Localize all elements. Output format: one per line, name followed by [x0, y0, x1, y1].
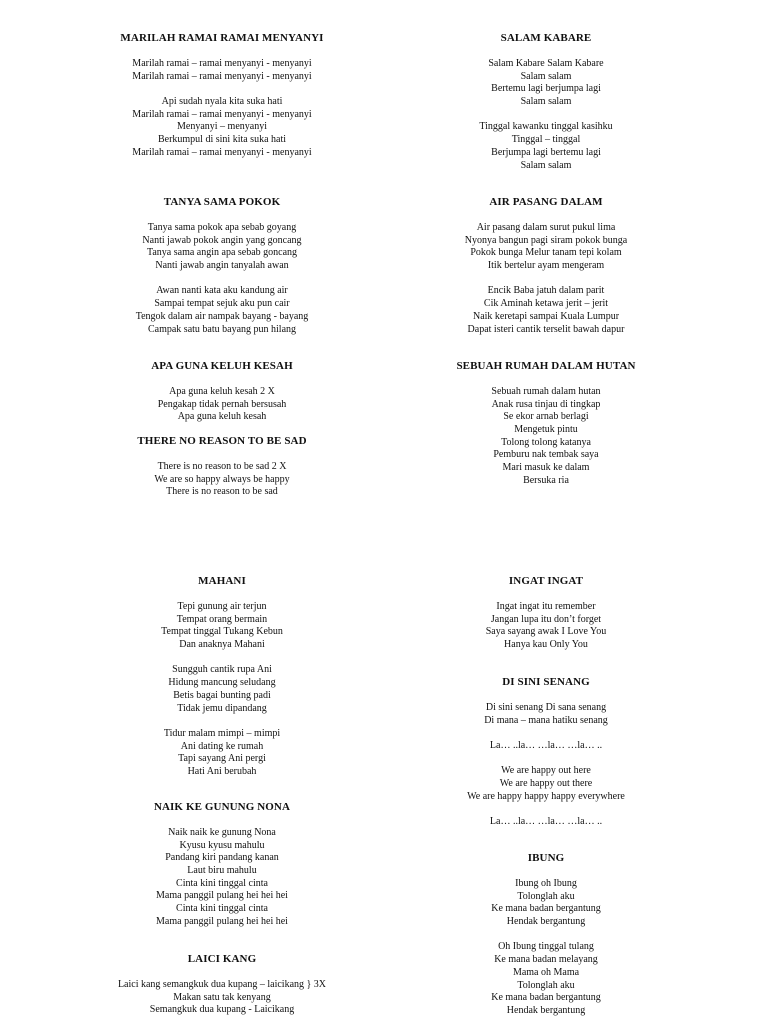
stanza-break: [42, 273, 402, 286]
lyric-line: Hidung mancung seludang: [168, 677, 276, 689]
song-naik-ke-gunung-nona: [42, 801, 402, 929]
lyric-line: Jangan lupa itu don’t forget: [490, 613, 602, 625]
lyric-line: Sungguh cantik rupa Ani: [172, 664, 272, 676]
lyric-line: Dan anaknya Mahani: [179, 639, 265, 651]
lyric-line: Tolonglah aku: [517, 890, 575, 902]
lyric-line: Ani dating ke rumah: [180, 740, 264, 752]
song-lyrics: [42, 222, 402, 336]
lyric-line: Apa guna keluh kesah: [177, 411, 267, 423]
song-lyrics: [42, 827, 402, 929]
lyric-line: Pokok bunga Melur tanam tepi kolam: [470, 247, 622, 259]
song-lyrics: [42, 601, 402, 779]
song-lyrics: [366, 702, 726, 829]
lyric-line: Ke mana badan bergantung: [491, 992, 601, 1004]
lyric-line: Mama panggil pulang hei hei hei: [156, 915, 288, 927]
lyric-line: Berjumpa lagi bertemu lagi: [491, 146, 601, 158]
song-tanya-sama-pokok: [42, 196, 402, 336]
lyric-line: There is no reason to be sad 2 X: [157, 461, 287, 472]
lyric-line: Laut biru mahulu: [187, 865, 257, 877]
stanza-break: [42, 715, 402, 728]
song-title: DI SINI SENANG: [502, 676, 590, 688]
lyric-line: Itik bertelur ayam mengeram: [487, 260, 605, 272]
lyric-line: Tempat orang bermain: [176, 613, 268, 625]
song-lyrics: [42, 461, 402, 499]
lyric-line: Encik Baba jatuh dalam parit: [487, 285, 605, 297]
lyric-line: Tidak jemu dipandang: [177, 702, 267, 714]
song-title: THERE NO REASON TO BE SAD: [137, 435, 307, 447]
lyric-line: Apa guna keluh kesah 2 X: [169, 386, 275, 397]
lyric-line: Di sini senang Di sana senang: [485, 702, 607, 713]
lyric-line: Mengetuk pintu: [514, 424, 578, 436]
lyric-line: Salam Kabare Salam Kabare: [488, 58, 604, 69]
lyric-line: Dapat isteri cantik terselit bawah dapur: [467, 323, 625, 335]
lyric-line: Marilah ramai – ramai menyanyi - menyanyi: [132, 108, 312, 120]
lyric-line: Menyanyi – menyanyi: [177, 121, 267, 133]
lyric-line: We are happy out here: [501, 765, 591, 777]
lyric-line: Pandang kiri pandang kanan: [165, 852, 279, 864]
lyric-line: Sebuah rumah dalam hutan: [491, 386, 601, 397]
lyric-line: Saya sayang awak I Love You: [485, 626, 607, 638]
lyric-line: Marilah ramai – ramai menyanyi - menyanyi: [132, 146, 312, 158]
song-lyrics: [42, 386, 402, 424]
lyric-line: Tempat tinggal Tukang Kebun: [161, 626, 283, 638]
song-title: SALAM KABARE: [500, 32, 592, 44]
stanza-break: [42, 652, 402, 665]
lyric-line: Tanya sama pokok apa sebab goyang: [147, 222, 297, 233]
lyric-line: Cinta kini tinggal cinta: [176, 877, 268, 889]
stanza-break: [366, 804, 726, 817]
stanza-break: [366, 929, 726, 942]
lyric-line: Nyonya bangun pagi siram pokok bunga: [464, 234, 628, 246]
lyric-line: Kyusu kyusu mahulu: [179, 839, 265, 851]
song-title: SEBUAH RUMAH DALAM HUTAN: [456, 360, 636, 372]
song-title: IBUNG: [527, 852, 565, 864]
song-apa-guna-keluh-kesah: [42, 360, 402, 424]
lyric-line: Bertemu lagi berjumpa lagi: [491, 83, 601, 95]
song-di-sini-senang: [366, 676, 726, 829]
lyric-line: Di mana – mana hatiku senang: [484, 714, 608, 726]
lyric-line: Air pasang dalam surut pukul lima: [476, 222, 616, 233]
song-marilah-ramai: [42, 32, 402, 160]
song-title: LAICI KANG: [187, 953, 257, 965]
song-title: NAIK KE GUNUNG NONA: [153, 801, 291, 813]
lyric-line: Tapi sayang Ani pergi: [178, 753, 266, 765]
song-lyrics: [42, 979, 402, 1017]
lyric-line: Sampai tempat sejuk aku pun cair: [154, 298, 290, 310]
song-lyrics: [366, 222, 726, 336]
lyric-line: Bersuka ria: [523, 474, 569, 486]
lyric-line: There is no reason to be sad: [166, 486, 278, 498]
lyric-line: Hendak bergantung: [506, 1004, 586, 1016]
lyric-line: We are happy out there: [499, 778, 593, 790]
lyric-line: Nanti jawab pokok angin yang goncang: [142, 234, 302, 246]
lyric-line: Tolong tolong katanya: [501, 436, 591, 448]
lyric-line: Api sudah nyala kita suka hati: [161, 96, 283, 108]
lyric-line: Naik naik ke gunung Nona: [168, 827, 276, 838]
song-air-pasang-dalam: [366, 196, 726, 336]
song-ingat-ingat: [366, 575, 726, 652]
song-lyrics: [366, 601, 726, 652]
stanza-break: [366, 109, 726, 122]
lyric-line: Tinggal – tinggal: [511, 134, 581, 146]
stanza-break: [366, 273, 726, 286]
lyric-line: La… ..la… …la… …la… ..: [489, 740, 603, 752]
song-lyrics: [366, 386, 726, 488]
lyric-line: Hendak bergantung: [506, 916, 586, 928]
lyric-line: Marilah ramai – ramai menyanyi - menyanyi: [132, 58, 312, 69]
lyric-line: Salam salam: [520, 70, 572, 82]
lyric-line: Tepi gunung air terjun: [177, 601, 267, 612]
lyric-line: Salam salam: [520, 96, 572, 108]
lyric-line: Tolonglah aku: [517, 979, 575, 991]
lyric-line: Tengok dalam air nampak bayang - bayang: [135, 310, 309, 322]
stanza-break: [42, 83, 402, 96]
lyric-line: Tanya sama angin apa sebab goncang: [146, 247, 298, 259]
lyric-line: Naik keretapi sampai Kuala Lumpur: [472, 310, 620, 322]
song-laici-kang: [42, 953, 402, 1017]
lyric-line: Ibung oh Ibung: [515, 878, 577, 889]
lyric-line: Hati Ani berubah: [187, 765, 257, 777]
lyric-line: Ke mana badan melayang: [494, 954, 598, 966]
song-lyrics: [42, 58, 402, 160]
lyric-line: Anak rusa tinjau di tingkap: [491, 398, 601, 410]
lyric-line: Pengakap tidak pernah bersusah: [157, 398, 287, 410]
lyric-line: Berkumpul di sini kita suka hati: [157, 134, 287, 146]
song-title: AIR PASANG DALAM: [489, 196, 603, 208]
song-salam-kabare: [366, 32, 726, 172]
lyric-line: Pemburu nak tembak saya: [493, 449, 599, 461]
lyric-line: Awan nanti kata aku kandung air: [156, 285, 288, 297]
song-lyrics: [366, 878, 726, 1018]
song-title: MAHANI: [198, 575, 246, 587]
stanza-break: [366, 753, 726, 766]
lyric-line: Cinta kini tinggal cinta: [176, 903, 268, 915]
lyric-line: Oh Ibung tinggal tulang: [498, 941, 594, 953]
lyric-line: We are happy happy happy everywhere: [467, 790, 625, 802]
lyric-line: Tidur malam mimpi – mimpi: [163, 727, 281, 739]
lyric-line: Ke mana badan bergantung: [491, 903, 601, 915]
song-there-no-reason: [42, 435, 402, 499]
lyric-line: Semangkuk dua kupang - Laicikang: [149, 1004, 295, 1016]
lyric-line: Mama panggil pulang hei hei hei: [156, 890, 288, 902]
lyric-line: Se ekor arnab berlagi: [503, 411, 589, 423]
stanza-break: [366, 727, 726, 740]
lyric-line: Mari masuk ke dalam: [502, 462, 590, 474]
lyric-line: Mama oh Mama: [512, 966, 580, 978]
lyric-line: Ingat ingat itu remember: [496, 601, 596, 612]
song-lyrics: [366, 58, 726, 172]
song-sebuah-rumah: [366, 360, 726, 488]
lyric-line: Marilah ramai – ramai menyanyi - menyanyi: [132, 70, 312, 82]
lyric-line: Tinggal kawanku tinggal kasihku: [479, 121, 613, 133]
lyric-line: We are so happy always be happy: [154, 473, 290, 485]
lyric-line: Campak satu batu bayang pun hilang: [147, 323, 297, 335]
lyric-line: Cik Aminah ketawa jerit – jerit: [483, 298, 609, 310]
lyric-line: Salam salam: [520, 159, 572, 171]
lyric-line: Nanti jawab angin tanyalah awan: [155, 260, 289, 272]
song-title: MARILAH RAMAI RAMAI MENYANYI: [120, 32, 324, 44]
song-title: TANYA SAMA POKOK: [163, 196, 281, 208]
lyric-line: La… ..la… …la… …la… ..: [489, 816, 603, 828]
lyric-line: Betis bagai bunting padi: [173, 689, 271, 701]
song-mahani: [42, 575, 402, 779]
song-ibung: [366, 852, 726, 1018]
song-title: INGAT INGAT: [508, 575, 584, 587]
lyric-line: Hanya kau Only You: [504, 639, 588, 651]
song-title: APA GUNA KELUH KESAH: [151, 360, 293, 372]
lyric-line: Laici kang semangkuk dua kupang – laicikang } 3X: [117, 979, 327, 990]
lyric-line: Makan satu tak kenyang: [173, 991, 271, 1003]
